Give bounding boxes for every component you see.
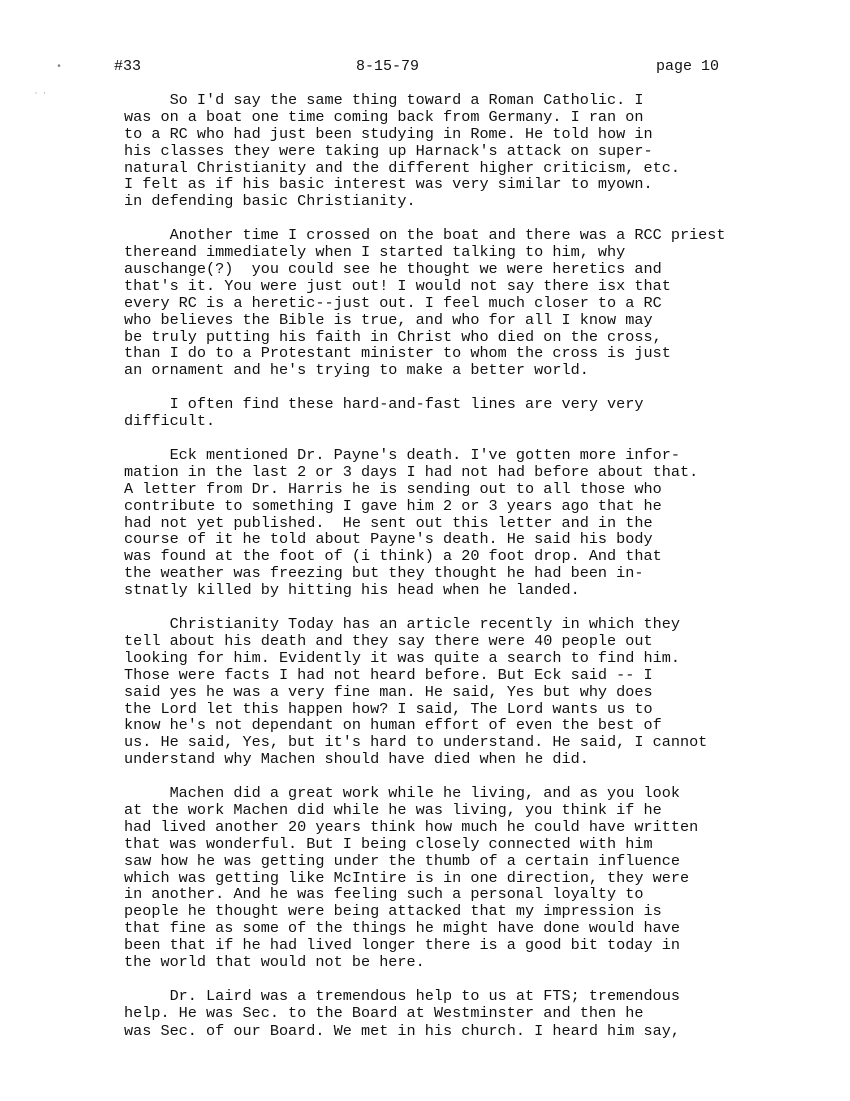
text-line: had not yet published. He sent out this letter and in the <box>124 513 653 532</box>
text-line: saw how he was getting under the thumb of a certain influence <box>124 851 680 870</box>
text-line: had lived another 20 years think how much he could have written <box>124 817 699 836</box>
stray-mark: · · <box>34 90 47 98</box>
text-line: auschange(?) you could see he thought we were heretics and <box>124 260 662 279</box>
text-line: to a RC who had just been studying in Rome. He told how in <box>124 124 653 143</box>
text-line: course of it he told about Payne's death. He said his body <box>124 530 653 549</box>
text-line: thereand immediately when I started talking to him, why <box>124 243 626 262</box>
text-line: A letter from Dr. Harris he is sending out to all those who <box>124 479 662 498</box>
text-line: So I'd say the same thing toward a Roman Catholic. I <box>124 91 644 109</box>
body-text <box>124 92 824 1057</box>
page-number: page 10 <box>656 58 720 75</box>
text-line: I felt as if his basic interest was very similar to myown. <box>124 175 653 194</box>
page-header <box>0 58 850 80</box>
text-line: every RC is a heretic--just out. I feel much closer to a RC <box>124 293 662 312</box>
text-line: mation in the last 2 or 3 days I had not had before about that. <box>124 462 699 481</box>
text-line: that's it. You were just out! I would not say there isx that <box>124 276 671 295</box>
text-line: that fine as some of the things he might have done would have <box>124 919 680 938</box>
text-line: Machen did a great work while he living, and as you look <box>124 784 680 803</box>
paragraph <box>124 785 824 971</box>
text-line: natural Christianity and the different higher criticism, etc. <box>124 158 680 177</box>
text-line: who believes the Bible is true, and who for all I know may <box>124 310 653 329</box>
text-line: Those were facts I had not heard before. But Eck said -- I <box>124 665 653 684</box>
text-line: than I do to a Protestant minister to whom the cross is just <box>124 344 671 363</box>
paragraph <box>124 616 824 768</box>
paragraph <box>124 447 824 599</box>
text-line: people he thought were being attacked that my impression is <box>124 902 662 921</box>
text-line: was on a boat one time coming back from Germany. I ran on <box>124 107 644 126</box>
text-line: which was getting like McIntire is in one direction, they were <box>124 868 690 887</box>
text-line: that was wonderful. But I being closely connected with him <box>124 834 653 853</box>
paragraph <box>124 227 824 379</box>
transcript-number: #33 <box>114 58 142 75</box>
text-line: Christianity Today has an article recently in which they <box>124 615 680 634</box>
text-line: Another time I crossed on the boat and there was a RCC priest <box>124 226 726 245</box>
text-line: in another. And he was feeling such a personal loyalty to <box>124 885 644 904</box>
paragraph <box>124 988 824 1040</box>
text-line: know he's not dependant on human effort of even the best of <box>124 716 662 735</box>
text-line: tell about his death and they say there were 40 people out <box>124 631 653 650</box>
text-line: an ornament and he's trying to make a better world. <box>124 361 589 380</box>
paragraph <box>124 92 824 210</box>
stray-mark: • <box>56 62 63 73</box>
text-line: contribute to something I gave him 2 or 3 years ago that he <box>124 496 662 515</box>
text-line: Dr. Laird was a tremendous help to us at FTS; tremendous <box>124 986 680 1005</box>
text-line: at the work Machen did while he was living, you think if he <box>124 800 662 819</box>
text-line: was found at the foot of (i think) a 20 foot drop. And that <box>124 547 662 566</box>
text-line: stnatly killed by hitting his head when he landed. <box>124 581 580 600</box>
text-line: the weather was freezing but they thought he had been in- <box>124 564 644 583</box>
text-line: looking for him. Evidently it was quite a search to find him. <box>124 648 680 667</box>
text-line: the Lord let this happen how? I said, The Lord wants us to <box>124 699 653 718</box>
text-line: I often find these hard-and-fast lines are very very <box>124 395 644 414</box>
transcript-date: 8-15-79 <box>356 58 420 75</box>
text-line: be truly putting his faith in Christ who died on the cross, <box>124 327 662 346</box>
text-line: in defending basic Christianity. <box>124 192 416 211</box>
text-line: difficult. <box>124 412 216 431</box>
paragraph <box>124 396 824 430</box>
text-line: was Sec. of our Board. We met in his church. I heard him say, <box>124 1021 680 1040</box>
text-line: his classes they were taking up Harnack's attack on super- <box>124 141 653 160</box>
text-line: Eck mentioned Dr. Payne's death. I've gotten more infor- <box>124 446 680 465</box>
text-line: help. He was Sec. to the Board at Westminster and then he <box>124 1004 644 1023</box>
text-line: said yes he was a very fine man. He said, Yes but why does <box>124 682 653 701</box>
text-line: us. He said, Yes, but it's hard to understand. He said, I cannot <box>124 733 708 752</box>
text-line: been that if he had lived longer there is a good bit today in <box>124 936 680 955</box>
text-line: the world that would not be here. <box>124 952 425 971</box>
text-line: understand why Machen should have died when he did. <box>124 750 589 769</box>
